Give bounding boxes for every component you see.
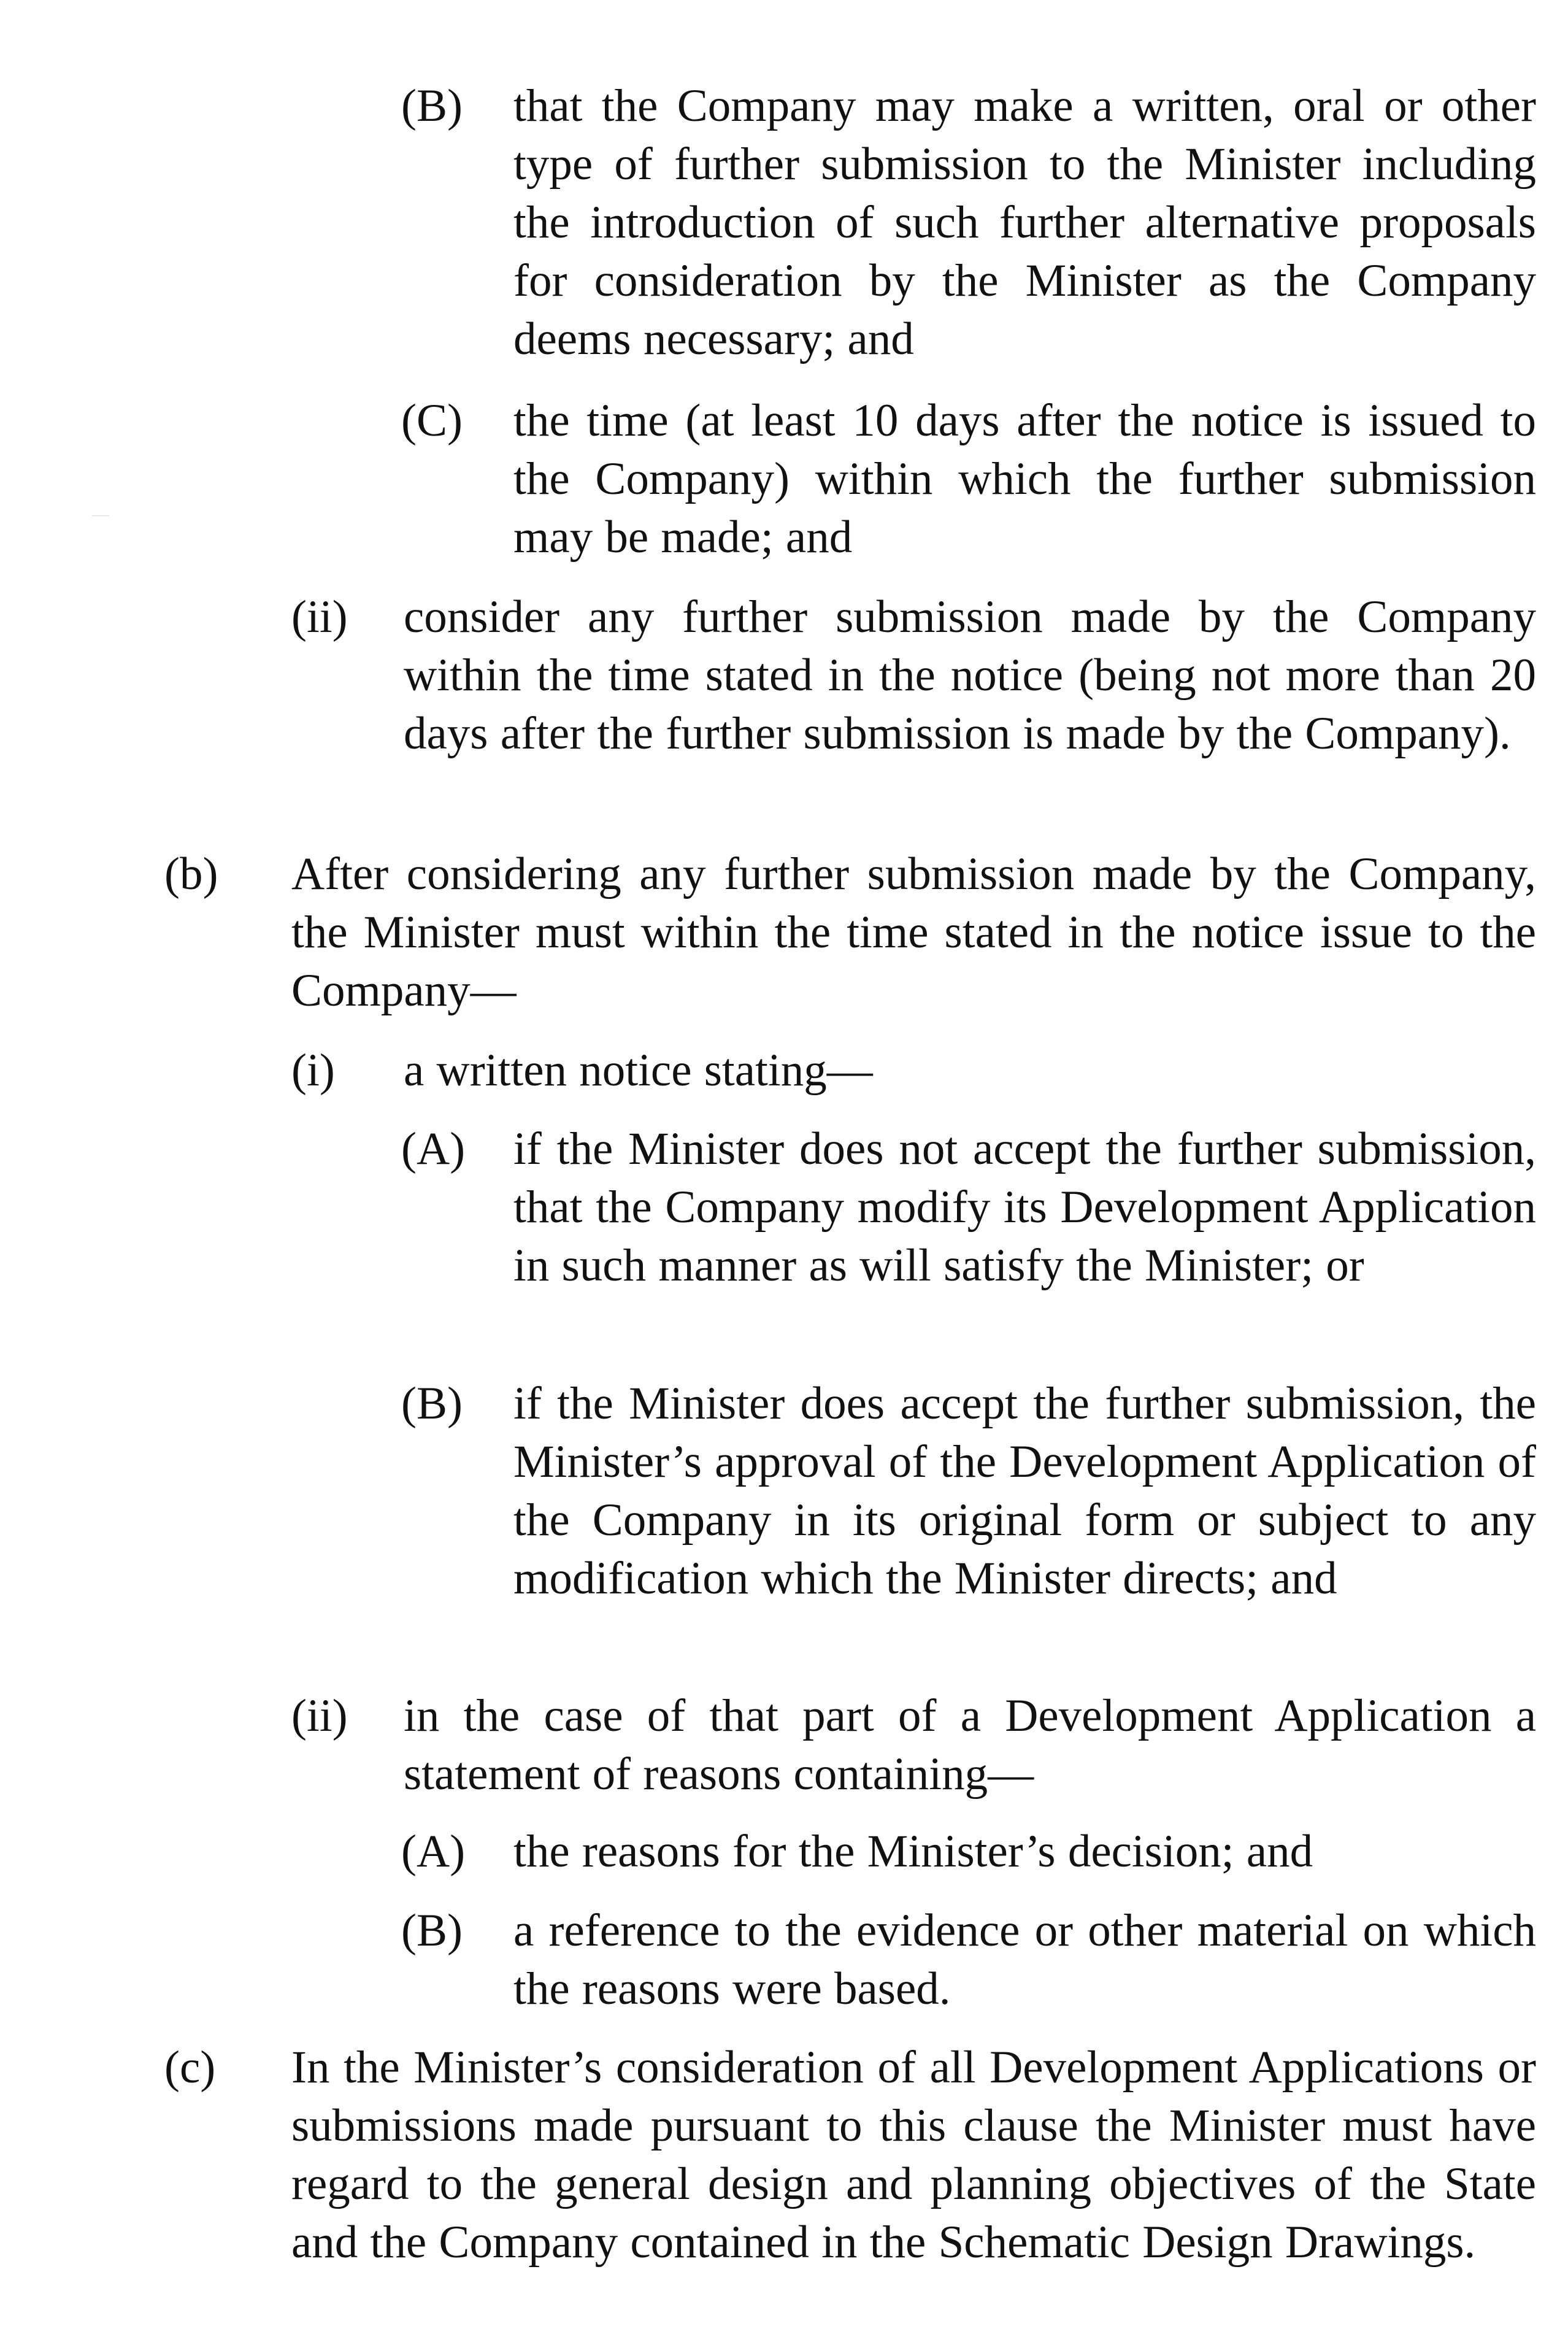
clause-a-ii xyxy=(291,588,1536,763)
clause-label: (ii) xyxy=(291,591,348,642)
clause-b-ii-b xyxy=(401,1901,1536,2018)
clause-label: (C) xyxy=(401,395,463,446)
clause-b-ii xyxy=(291,1687,1536,1803)
clause-b-ii-a xyxy=(401,1822,1536,1881)
clause-b-i xyxy=(291,1041,1536,1099)
clause-label: (B) xyxy=(401,1378,463,1429)
clause-text: After considering any further submission made by the Company, the Minister must within the time stated in the notice issue to the Company— xyxy=(291,849,1536,1016)
clause-a-i-c xyxy=(401,391,1536,566)
clause-text: the reasons for the Minister’s decision; and xyxy=(513,1826,1313,1877)
clause-b-i-b xyxy=(401,1374,1536,1608)
clause-text: a written notice stating— xyxy=(404,1045,873,1096)
clause-text: the time (at least 10 days after the notice is issued to the Company) within which the further submission may be made; and xyxy=(513,395,1536,563)
clause-label: (b) xyxy=(164,849,218,899)
clause-label: (A) xyxy=(401,1826,466,1877)
clause-text: consider any further submission made by the Company within the time stated in the notice (being not more than 20 days after the further submission is made by the Company). xyxy=(404,591,1536,759)
clause-text: if the Minister does not accept the further submission, that the Company modify its Development Application in such manner as will satisfy the Minister; or xyxy=(513,1123,1536,1291)
clause-label: (i) xyxy=(291,1045,335,1096)
clause-text: if the Minister does accept the further submission, the Minister’s approval of the Development Application of the Company in its original form or subject to any modification which the Minister directs; and xyxy=(513,1378,1536,1604)
clause-text: a reference to the evidence or other material on which the reasons were based. xyxy=(513,1905,1536,2014)
clause-b-i-a xyxy=(401,1120,1536,1295)
clause-label: (B) xyxy=(401,1905,463,1956)
clause-text: in the case of that part of a Development Application a statement of reasons containing— xyxy=(404,1690,1536,1800)
clause-b xyxy=(164,845,1536,1020)
clause-c xyxy=(164,2038,1536,2271)
margin-mark xyxy=(92,515,109,516)
clause-text: In the Minister’s consideration of all Development Applications or submissions made pursuant to this clause the Minister must have regard to the general design and planning objectives of the State and the Company contained in the Schematic Design Drawings. xyxy=(291,2042,1536,2268)
clause-label: (ii) xyxy=(291,1690,348,1741)
clause-label: (B) xyxy=(401,80,463,131)
clause-label: (c) xyxy=(164,2042,216,2093)
clause-a-i-b xyxy=(401,77,1536,368)
clause-text: that the Company may make a written, oral or other type of further submission to the Minister including the introduction of such further alternative proposals for consideration by the Minister as the Company deems necessary; and xyxy=(513,80,1536,364)
clause-label: (A) xyxy=(401,1123,466,1174)
